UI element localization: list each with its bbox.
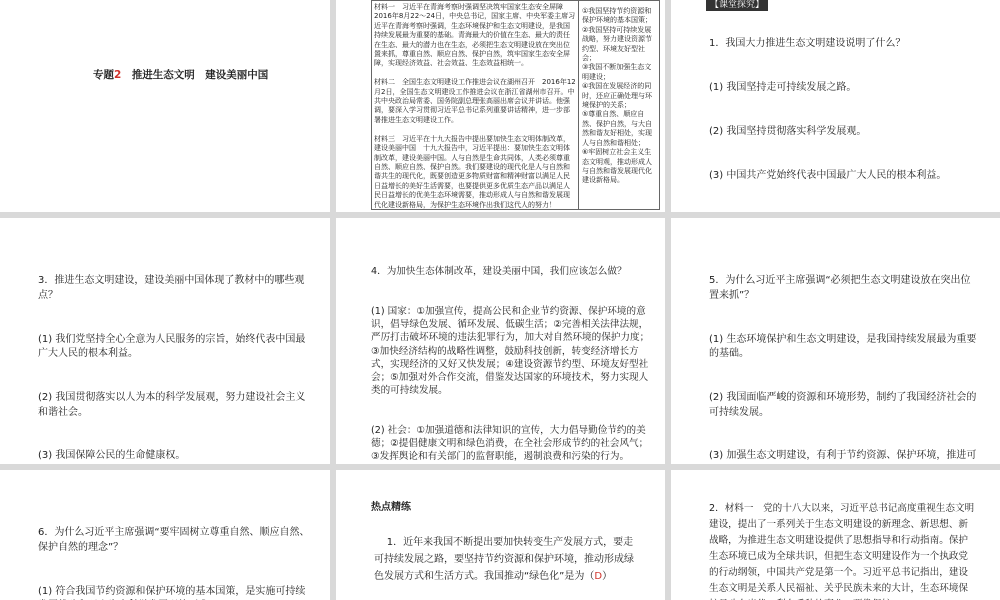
list-item: (1) 我国坚持走可持续发展之路。 [709, 81, 857, 93]
list-item: 3．推进生态文明建设，建设美丽中国体现了教材中的哪些观点？ [38, 275, 305, 301]
reason-list [709, 245, 979, 464]
slide-7-ecology-concept [0, 470, 330, 600]
list-item: 1．我国大力推进生态文明建设说明了什么？ [709, 38, 906, 50]
list-item: (2) 我国面临严峻的资源和环境形势，制约了我国经济社会的可持续发展。 [709, 391, 977, 418]
question-list [709, 8, 971, 212]
topic-number: 2 [114, 69, 122, 81]
slide-8-practice [336, 470, 665, 600]
list-item: (2) 我国贯彻落实以人为本的科学发展观，努力建设社会主义和谐社会。 [38, 391, 306, 418]
answer-letter: D [594, 571, 603, 582]
list-item: 5．为什么习近平主席强调“必须把生态文明建设放在突出位置来抓”？ [709, 275, 971, 301]
list-item: (3) 中国共产党始终代表中国最广大人民的根本利益。 [709, 169, 947, 181]
material-text: 2．材料一 党的十八大以来，习近平总书记高度重视生态文明建设，提出了一系列关于生态文明建设的新理念、新思想、新战略，为推进生态文明建设提供了思想指导和行动指南。保护生态环境已成为全球共识，但把生态文明建设作为一个执政党的行动纲领，中国共产党是第一个。习近平总书记指出，建设生态文明是关系人民福祉、关乎民族未来的大计，生态环境保 [709, 503, 975, 594]
list-item: (3) 我国保障公民的生命健康权。 [38, 450, 186, 462]
list-item: 4．为加快生态体制改革，建设美丽中国，我们应该怎么做？ [371, 266, 627, 278]
list-item: (1) 符合我国节约资源和保护环境的基本国策，是实施可持续 [38, 585, 306, 597]
materials-analysis: ①我国坚持节约资源和保护环境的基本国策； ②我国坚持可持续发展战略，努力建设资源节约型、环境友好型社会； ③我国不断加强生态文明建设； ④我国在发展经济的同时，还应正确处理与环境保护的关系； ⑤尊重自然、顺应自然、保护自然，与大自然和谐友好相处，实现人与自然和谐相处； ⑥牢固树立社会主义生态文明观，推动形成人与自然和谐发展现代化建设新格局。 [582, 7, 652, 185]
slide-2-materials [336, 0, 665, 212]
slide-1-title [0, 0, 330, 212]
viewpoint-list [38, 245, 308, 464]
slide-5-actions [336, 218, 665, 464]
slide-3-questions [671, 0, 1000, 212]
list-item: (2) 我国坚持贯彻落实科学发展观。 [709, 125, 867, 137]
topic-title: 专题2 推进生态文明 建设美丽中国 [93, 69, 269, 81]
slide-9-material [671, 470, 1000, 600]
list-item: (1) 国家：①加强宣传，提高公民和企业节约资源、保护环境的意识，倡导绿色发展、循环发展、低碳生活；②完善相关法律法规，严厉打击破坏环境的违法犯罪行为，加大对自然环境的保护力度；③加快经济结构的战略性调整，鼓励科技创新，转变经济增长方式，实现经济的又好又快发展；④建设资源节约型、环境友好型社会；⑤加强对外合作交流，借鉴发达国家的环境技术，努力实现人类的可持续发展。 [371, 306, 650, 397]
list-item: (1) 我们党坚持全心全意为人民服务的宗旨，始终代表中国最广大人民的根本利益。 [38, 333, 306, 360]
practice-question: 1．近年来我国不断提出要加快转变生产发展方式，要走可持续发展之路，要坚持节约资源和保护环境，推动形成绿色发展方式和生活方式。我国推动“绿色化”是为（D） [374, 537, 634, 582]
action-list [371, 239, 655, 464]
list-item: (1) 生态环境保护和生态文明建设，是我国持续发展最为重要的基础。 [709, 333, 977, 360]
list-item: (2) 社会：①加强道德和法律知识的宣传，大力倡导勤俭节约的美德；②提倡健康文明和绿色消费，在全社会形成节约的社会风气；③发挥舆论和有关部门的监督职能，遏制浪费和污染的行为。 [371, 424, 649, 463]
section-header: 【课堂探究】 [706, 0, 768, 11]
section-header: 热点精练 [371, 502, 411, 513]
materials-table [371, 0, 660, 210]
concept-list [38, 497, 310, 600]
slide-6-reasons [671, 218, 1000, 464]
list-item: (3) 加强生态文明建设，有利于节约资源、保护环境，推进可 [709, 450, 977, 462]
list-item: 6．为什么习近平主席强调“要牢固树立尊重自然、顺应自然、保护自然的理念”？ [38, 527, 310, 553]
materials-text: 材料一 习近平在青海考察时强调坚决筑牢国家生态安全屏障 2016年8月22～24日，中央总书记，国家主席、中央军委主席习近平在青海考察时强调，生态环境保护和生态文明建设，是我国持续发展最为重要的基础。青海最大的价值在生态、最大的责任在生态、最大的潜力也在生态，必须把生态文明建设放在突出位置来抓，尊重自然、顺应自然、保护自然，筑牢国家生态安全屏障，实现经济效益、社会效益、生态效益相统一。 材料二 全国生态文明建设工作推进会议在湖州召开 2016年12月2日，全国生态文明建设工作推进会议在浙江省湖州市召开。中共中央政治局常委、国务院副总理张高丽出席会议并讲话。他强调，要深入学习贯彻习近平总书记系列重要讲话精神，进一步部署推进生态文明建设工作。 材料三 习近平在十九大报告中提出要加快生态文明体制改革，建设美丽中国 十九大报告中，习近平提出：要加快生态文明体制改革，建设美丽中国。人与自然是生命共同体，人类必须尊重自然、顺应自然、保护自然。我们要建设的现代化是人与自然和谐共生的现代化，既要创造更多物质财富和精神财富以满足人民日益增长的美好生活需要，也要提供更多优质生态产品以满足人民日益增长的优美生态环境需要，推动形成人与自然和谐发展现代化建设新格局，为保护生态环境作出我们这代人的努力！ [374, 3, 576, 209]
slide-4-viewpoints [0, 218, 330, 464]
